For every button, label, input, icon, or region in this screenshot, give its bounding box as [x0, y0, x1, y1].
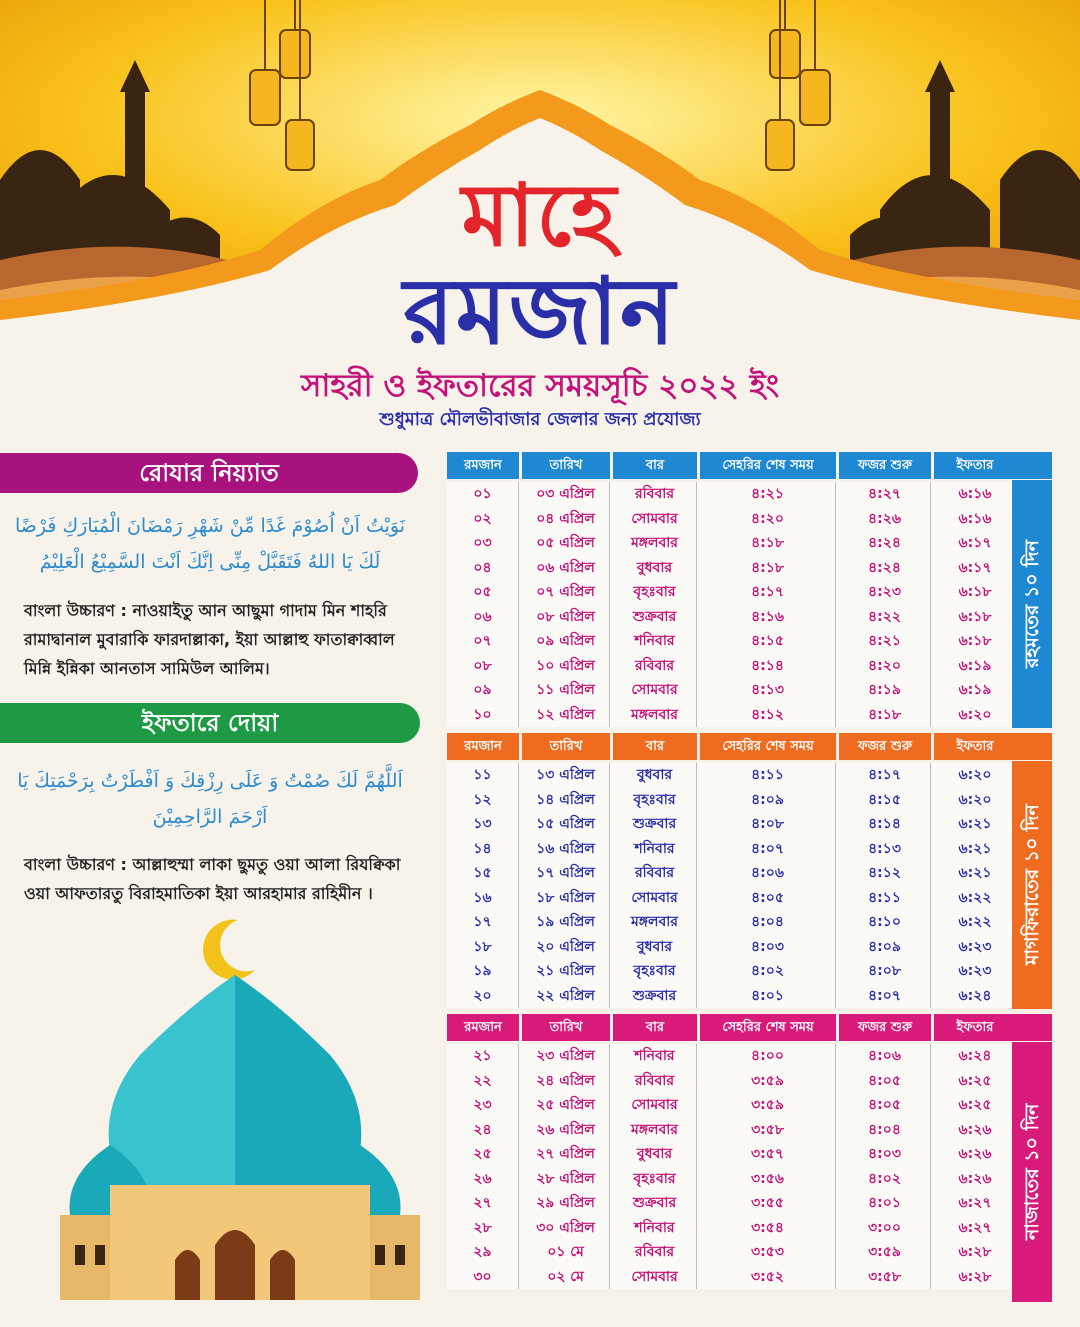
cell-date: ০৯ এপ্রিল	[522, 629, 610, 654]
cell-ramadan: ২৪	[447, 1118, 519, 1143]
cell-fajr: ৪:১২	[839, 861, 931, 886]
cell-ramadan: ১২	[447, 788, 519, 813]
cell-sehri: ৪:১২	[700, 703, 836, 728]
cell-date: ০১ মে	[522, 1240, 610, 1265]
cell-iftar: ৬:২১	[958, 840, 992, 857]
cell-day: শনিবার	[613, 1216, 697, 1241]
cell-date: ২৪ এপ্রিল	[522, 1069, 610, 1094]
cell-fajr: ৪:২৩	[839, 580, 931, 605]
cell-sehri: ৪:০০	[700, 1044, 836, 1069]
cell-date: ১৮ এপ্রিল	[522, 886, 610, 911]
table-row	[447, 580, 1052, 605]
niyat-arabic-line1: نَوَيْتُ اَنْ اُصُوْمَ غَدًا مِّنْ شَهْرِ رَمْضَانَ الْمُبَارَكِ فَرْضًا	[14, 515, 406, 537]
cell-iftar: ৬:১৬	[958, 510, 992, 527]
table-row	[447, 703, 1052, 728]
table-row	[447, 1044, 1052, 1069]
cell-iftar: ৬:২৩	[958, 963, 992, 979]
cell-iftar: ৬:১৮	[958, 633, 992, 649]
cell-date: ১২ এপ্রিল	[522, 703, 610, 728]
cell-date: ০২ মে	[522, 1265, 610, 1290]
cell-date: ০৫ এপ্রিল	[522, 531, 610, 556]
cell-fajr: ৪:১৮	[839, 703, 931, 728]
cell-sehri: ৪:১১	[700, 763, 836, 788]
cell-iftar: ৬:১৬	[958, 486, 992, 502]
cell-iftar: ৬:২২	[958, 889, 992, 906]
cell-sehri: ৪:১৭	[700, 580, 836, 605]
cell-sehri: ৪:১৮	[700, 531, 836, 556]
table-row	[447, 984, 1052, 1009]
col-iftar: ইফতার	[934, 1014, 1016, 1041]
table-row	[447, 861, 1052, 886]
cell-date: ২৯ এপ্রিল	[522, 1191, 610, 1216]
cell-fajr: ৪:০৭	[839, 984, 931, 1009]
cell-day: মঙ্গলবার	[613, 910, 697, 935]
cell-fajr: ৪:২০	[839, 654, 931, 679]
table-row	[447, 507, 1052, 532]
cell-fajr: ৪:২৪	[839, 556, 931, 581]
table-row	[447, 763, 1052, 788]
cell-sehri: ৪:০৯	[700, 788, 836, 813]
cell-day: রবিবার	[613, 482, 697, 507]
dua-arabic-line2: اَرْحَمَ الرَّاحِمِيْنَ	[152, 806, 268, 829]
cell-day: মঙ্গলবার	[613, 1118, 697, 1143]
dua-arabic	[10, 763, 410, 835]
table-row	[447, 959, 1052, 984]
cell-day: রবিবার	[613, 654, 697, 679]
cell-date: ২২ এপ্রিল	[522, 984, 610, 1009]
section-label: রহমতের ১০ দিন	[1012, 480, 1052, 728]
table-row	[447, 629, 1052, 654]
cell-fajr: ৩:৫৯	[839, 1240, 931, 1265]
dua-arabic-line1: اَللَّهُمَّ لَكَ صُمْتُ وَ عَلَى رِزْقِكَ وَ اَفْطَرْتُ بِرَحْمَتِكَ يَا	[17, 770, 403, 792]
col-sehri: সেহরির শেষ সময়	[700, 733, 836, 760]
niyat-arabic	[10, 508, 410, 580]
cell-iftar: ৬:২৮	[958, 1244, 992, 1260]
cell-ramadan: ০৩	[447, 531, 519, 556]
cell-date: ১৭ এপ্রিল	[522, 861, 610, 886]
table-row	[447, 812, 1052, 837]
section-label: নাজাতের ১০ দিন	[1012, 1042, 1052, 1302]
cell-fajr: ৪:১৯	[839, 678, 931, 703]
cell-date: ১৬ এপ্রিল	[522, 837, 610, 862]
cell-fajr: ৪:২৪	[839, 531, 931, 556]
cell-sehri: ৪:০৩	[700, 935, 836, 960]
cell-sehri: ৪:০৭	[700, 837, 836, 862]
col-date: তারিখ	[522, 733, 610, 760]
col-date: তারিখ	[522, 452, 610, 479]
cell-ramadan: ১৬	[447, 886, 519, 911]
cell-fajr: ৪:১৫	[839, 788, 931, 813]
cell-iftar: ৬:২৭	[958, 1219, 992, 1236]
cell-ramadan: ০৫	[447, 580, 519, 605]
cell-ramadan: ২১	[447, 1044, 519, 1069]
cell-iftar: ৬:২৪	[958, 987, 992, 1004]
cell-day: বুধবার	[613, 556, 697, 581]
cell-fajr: ৪:২১	[839, 629, 931, 654]
cell-fajr: ৪:০৯	[839, 935, 931, 960]
table-header	[447, 1014, 1052, 1041]
cell-sehri: ৩:৫২	[700, 1265, 836, 1290]
cell-day: বৃহঃবার	[613, 580, 697, 605]
cell-sehri: ৪:০৫	[700, 886, 836, 911]
col-iftar: ইফতার	[934, 733, 1016, 760]
cell-iftar: ৬:২৪	[958, 1048, 992, 1064]
cell-day: বৃহঃবার	[613, 959, 697, 984]
col-ramadan: রমজান	[447, 733, 519, 760]
cell-day: সোমবার	[613, 507, 697, 532]
cell-iftar: ৬:২৫	[958, 1072, 992, 1089]
side-cap	[1012, 1014, 1052, 1041]
cell-fajr: ৪:১৪	[839, 812, 931, 837]
cell-sehri: ৩:৫৯	[700, 1069, 836, 1094]
cell-iftar: ৬:২৬	[958, 1121, 992, 1138]
cell-ramadan: ১৫	[447, 861, 519, 886]
table-row	[447, 788, 1052, 813]
title-ramadan: রমজান	[403, 258, 677, 365]
cell-iftar: ৬:২৬	[958, 1146, 992, 1162]
cell-date: ২৫ এপ্রিল	[522, 1093, 610, 1118]
cell-sehri: ৩:৫৪	[700, 1216, 836, 1241]
cell-iftar: ৬:১৯	[958, 682, 992, 698]
cell-sehri: ৩:৫৮	[700, 1118, 836, 1143]
cell-fajr: ৩:৫৮	[839, 1265, 931, 1290]
col-fajr: ফজর শুরু	[839, 1014, 931, 1041]
cell-fajr: ৪:১১	[839, 886, 931, 911]
cell-day: বুধবার	[613, 763, 697, 788]
table-row	[447, 1216, 1052, 1241]
cell-date: ১০ এপ্রিল	[522, 654, 610, 679]
cell-date: ১৪ এপ্রিল	[522, 788, 610, 813]
cell-iftar: ৬:২৮	[958, 1268, 992, 1285]
cell-ramadan: ০৭	[447, 629, 519, 654]
cell-iftar: ৬:২২	[958, 914, 992, 930]
table-row	[447, 935, 1052, 960]
niyat-heading: রোযার নিয়্যাত	[0, 453, 418, 493]
table-row	[447, 1142, 1052, 1167]
cell-fajr: ৪:০৬	[839, 1044, 931, 1069]
side-cap	[1012, 452, 1052, 479]
table-row	[447, 1118, 1052, 1143]
cell-date: ১৯ এপ্রিল	[522, 910, 610, 935]
cell-iftar: ৬:২০	[958, 791, 992, 808]
mosque-illustration	[40, 915, 440, 1315]
cell-ramadan: ১০	[447, 703, 519, 728]
side-cap	[1012, 733, 1052, 760]
table-row	[447, 1191, 1052, 1216]
table-header	[447, 452, 1052, 479]
col-sehri: সেহরির শেষ সময়	[700, 452, 836, 479]
cell-ramadan: ২৭	[447, 1191, 519, 1216]
table-row	[447, 1069, 1052, 1094]
iftar-dua-heading: ইফতারে দোয়া	[0, 703, 420, 743]
cell-sehri: ৩:৫৩	[700, 1240, 836, 1265]
cell-date: ০৭ এপ্রিল	[522, 580, 610, 605]
dua-pronunciation: বাংলা উচ্চারণ : আল্লাহুম্মা লাকা ছুমতু ওয়া আলা রিযক্বিকা ওয়া আফতারতু বিরাহমাতিকা ইয়া আরহামার রাহিমীন ।	[24, 855, 401, 903]
cell-date: ২১ এপ্রিল	[522, 959, 610, 984]
district-note: শুধুমাত্র মৌলভীবাজার জেলার জন্য প্রযোজ্য	[379, 409, 701, 430]
cell-day: রবিবার	[613, 1240, 697, 1265]
cell-sehri: ৪:১৬	[700, 605, 836, 630]
cell-day: মঙ্গলবার	[613, 531, 697, 556]
cell-ramadan: ১৪	[447, 837, 519, 862]
cell-ramadan: ০৯	[447, 678, 519, 703]
cell-sehri: ৪:২১	[700, 482, 836, 507]
cell-iftar: ৬:২৭	[958, 1195, 992, 1211]
col-day: বার	[613, 733, 697, 760]
cell-sehri: ৪:১৮	[700, 556, 836, 581]
table-rows	[447, 1044, 1052, 1289]
cell-ramadan: ০৮	[447, 654, 519, 679]
table-rows	[447, 763, 1052, 1008]
col-ramadan: রমজান	[447, 1014, 519, 1041]
cell-ramadan: ১৯	[447, 959, 519, 984]
table-row	[447, 1093, 1052, 1118]
cell-ramadan: ৩০	[447, 1265, 519, 1290]
cell-fajr: ৪:২৬	[839, 507, 931, 532]
cell-sehri: ৪:০৮	[700, 812, 836, 837]
cell-day: শনিবার	[613, 837, 697, 862]
cell-date: ১১ এপ্রিল	[522, 678, 610, 703]
cell-ramadan: ১১	[447, 763, 519, 788]
cell-date: ১৫ এপ্রিল	[522, 812, 610, 837]
table-row	[447, 1167, 1052, 1192]
table-row	[447, 678, 1052, 703]
cell-ramadan: ২৯	[447, 1240, 519, 1265]
table-rows	[447, 482, 1052, 727]
cell-sehri: ৪:১৪	[700, 654, 836, 679]
cell-date: ০৪ এপ্রিল	[522, 507, 610, 532]
title-mahe: মাহে	[461, 166, 619, 266]
cell-sehri: ৩:৫৫	[700, 1191, 836, 1216]
cell-ramadan: ২৮	[447, 1216, 519, 1241]
cell-sehri: ৩:৫৯	[700, 1093, 836, 1118]
cell-fajr: ৪:০৫	[839, 1069, 931, 1094]
section-label: মাগফিরাতের ১০ দিন	[1012, 761, 1052, 1009]
cell-day: শনিবার	[613, 1044, 697, 1069]
cell-date: ০৮ এপ্রিল	[522, 605, 610, 630]
table-magfirat	[447, 733, 1052, 1008]
cell-fajr: ৪:০৮	[839, 959, 931, 984]
cell-sehri: ৪:০৪	[700, 910, 836, 935]
cell-fajr: ৪:০১	[839, 1191, 931, 1216]
cell-date: ২০ এপ্রিল	[522, 935, 610, 960]
cell-iftar: ৬:২১	[958, 816, 992, 832]
cell-date: ০৬ এপ্রিল	[522, 556, 610, 581]
col-iftar: ইফতার	[934, 452, 1016, 479]
cell-sehri: ৪:১৫	[700, 629, 836, 654]
table-row	[447, 531, 1052, 556]
cell-fajr: ৪:১০	[839, 910, 931, 935]
cell-ramadan: ০১	[447, 482, 519, 507]
cell-day: শুক্রবার	[613, 605, 697, 630]
cell-day: শুক্রবার	[613, 984, 697, 1009]
cell-day: সোমবার	[613, 1093, 697, 1118]
niyat-arabic-line2: لَكَ يَا اللهُ فَتَقَبَّلْ مِنِّى اِنَّكَ اَنْتَ السَّمِيْعُ الْعَلِيْمُ	[39, 551, 381, 574]
cell-day: বৃহঃবার	[613, 788, 697, 813]
cell-day: রবিবার	[613, 1069, 697, 1094]
table-row	[447, 1265, 1052, 1290]
cell-iftar: ৬:২১	[958, 865, 992, 881]
cell-day: বুধবার	[613, 1142, 697, 1167]
cell-fajr: ৪:২৭	[839, 482, 931, 507]
cell-date: ০৩ এপ্রিল	[522, 482, 610, 507]
cell-ramadan: ২৬	[447, 1167, 519, 1192]
cell-iftar: ৬:১৮	[958, 584, 992, 600]
table-row	[447, 1240, 1052, 1265]
cell-fajr: ৪:১৩	[839, 837, 931, 862]
cell-fajr: ৩:০০	[839, 1216, 931, 1241]
cell-ramadan: ১৭	[447, 910, 519, 935]
cell-iftar: ৬:২৬	[958, 1170, 992, 1187]
cell-iftar: ৬:২৫	[958, 1097, 992, 1113]
cell-sehri: ৪:০৬	[700, 861, 836, 886]
cell-day: সোমবার	[613, 1265, 697, 1290]
cell-day: সোমবার	[613, 886, 697, 911]
cell-fajr: ৪:০৫	[839, 1093, 931, 1118]
cell-ramadan: ০৪	[447, 556, 519, 581]
cell-sehri: ৩:৫৭	[700, 1142, 836, 1167]
col-fajr: ফজর শুরু	[839, 733, 931, 760]
cell-fajr: ৪:০৩	[839, 1142, 931, 1167]
cell-sehri: ৪:২০	[700, 507, 836, 532]
cell-ramadan: ১৩	[447, 812, 519, 837]
col-date: তারিখ	[522, 1014, 610, 1041]
cell-day: শুক্রবার	[613, 812, 697, 837]
cell-iftar: ৬:২০	[958, 706, 992, 723]
cell-day: সোমবার	[613, 678, 697, 703]
cell-iftar: ৬:১৮	[958, 608, 992, 625]
cell-ramadan: ২২	[447, 1069, 519, 1094]
cell-ramadan: ২৫	[447, 1142, 519, 1167]
cell-iftar: ৬:১৭	[958, 535, 992, 551]
table-row	[447, 482, 1052, 507]
table-row	[447, 556, 1052, 581]
col-ramadan: রমজান	[447, 452, 519, 479]
cell-date: ২৩ এপ্রিল	[522, 1044, 610, 1069]
cell-date: ২৮ এপ্রিল	[522, 1167, 610, 1192]
cell-iftar: ৬:১৭	[958, 559, 992, 576]
cell-ramadan: ০২	[447, 507, 519, 532]
table-row	[447, 605, 1052, 630]
cell-date: ২৭ এপ্রিল	[522, 1142, 610, 1167]
cell-sehri: ৪:০১	[700, 984, 836, 1009]
table-najat	[447, 1014, 1052, 1289]
cell-sehri: ৩:৫৬	[700, 1167, 836, 1192]
col-sehri: সেহরির শেষ সময়	[700, 1014, 836, 1041]
col-fajr: ফজর শুরু	[839, 452, 931, 479]
cell-day: বুধবার	[613, 935, 697, 960]
cell-day: বৃহঃবার	[613, 1167, 697, 1192]
cell-date: ১৩ এপ্রিল	[522, 763, 610, 788]
table-rahmat	[447, 452, 1052, 727]
cell-fajr: ৪:০২	[839, 1167, 931, 1192]
cell-ramadan: ২৩	[447, 1093, 519, 1118]
cell-sehri: ৪:১৩	[700, 678, 836, 703]
table-row	[447, 837, 1052, 862]
cell-fajr: ৪:০৪	[839, 1118, 931, 1143]
cell-date: ৩০ এপ্রিল	[522, 1216, 610, 1241]
cell-day: শনিবার	[613, 629, 697, 654]
cell-sehri: ৪:০২	[700, 959, 836, 984]
table-row	[447, 886, 1052, 911]
cell-day: রবিবার	[613, 861, 697, 886]
cell-fajr: ৪:১৭	[839, 763, 931, 788]
table-header	[447, 733, 1052, 760]
cell-fajr: ৪:২২	[839, 605, 931, 630]
cell-iftar: ৬:২০	[958, 767, 992, 783]
col-day: বার	[613, 452, 697, 479]
table-row	[447, 654, 1052, 679]
header-banner	[0, 0, 1080, 440]
schedule-subtitle: সাহরী ও ইফতারের সময়সূচি ২০২২ ইং	[300, 368, 780, 404]
cell-day: মঙ্গলবার	[613, 703, 697, 728]
niyat-pronunciation: বাংলা উচ্চারণ : নাওয়াইতু আন আছুমা গাদাম মিন শাহরি রামাদ্বানাল মুবারাকি ফারদাল্লাকা, ইয়া আল্লাহু ফাতাক্বাব্বাল মিন্নি ইন্নিকা আনতাস সামিউল আলিম।	[24, 601, 395, 678]
cell-ramadan: ০৬	[447, 605, 519, 630]
cell-ramadan: ১৮	[447, 935, 519, 960]
col-day: বার	[613, 1014, 697, 1041]
cell-day: শুক্রবার	[613, 1191, 697, 1216]
cell-iftar: ৬:২৩	[958, 938, 992, 955]
cell-date: ২৬ এপ্রিল	[522, 1118, 610, 1143]
table-row	[447, 910, 1052, 935]
crescent-moon-icon	[203, 920, 255, 980]
cell-ramadan: ২০	[447, 984, 519, 1009]
cell-iftar: ৬:১৯	[958, 657, 992, 674]
